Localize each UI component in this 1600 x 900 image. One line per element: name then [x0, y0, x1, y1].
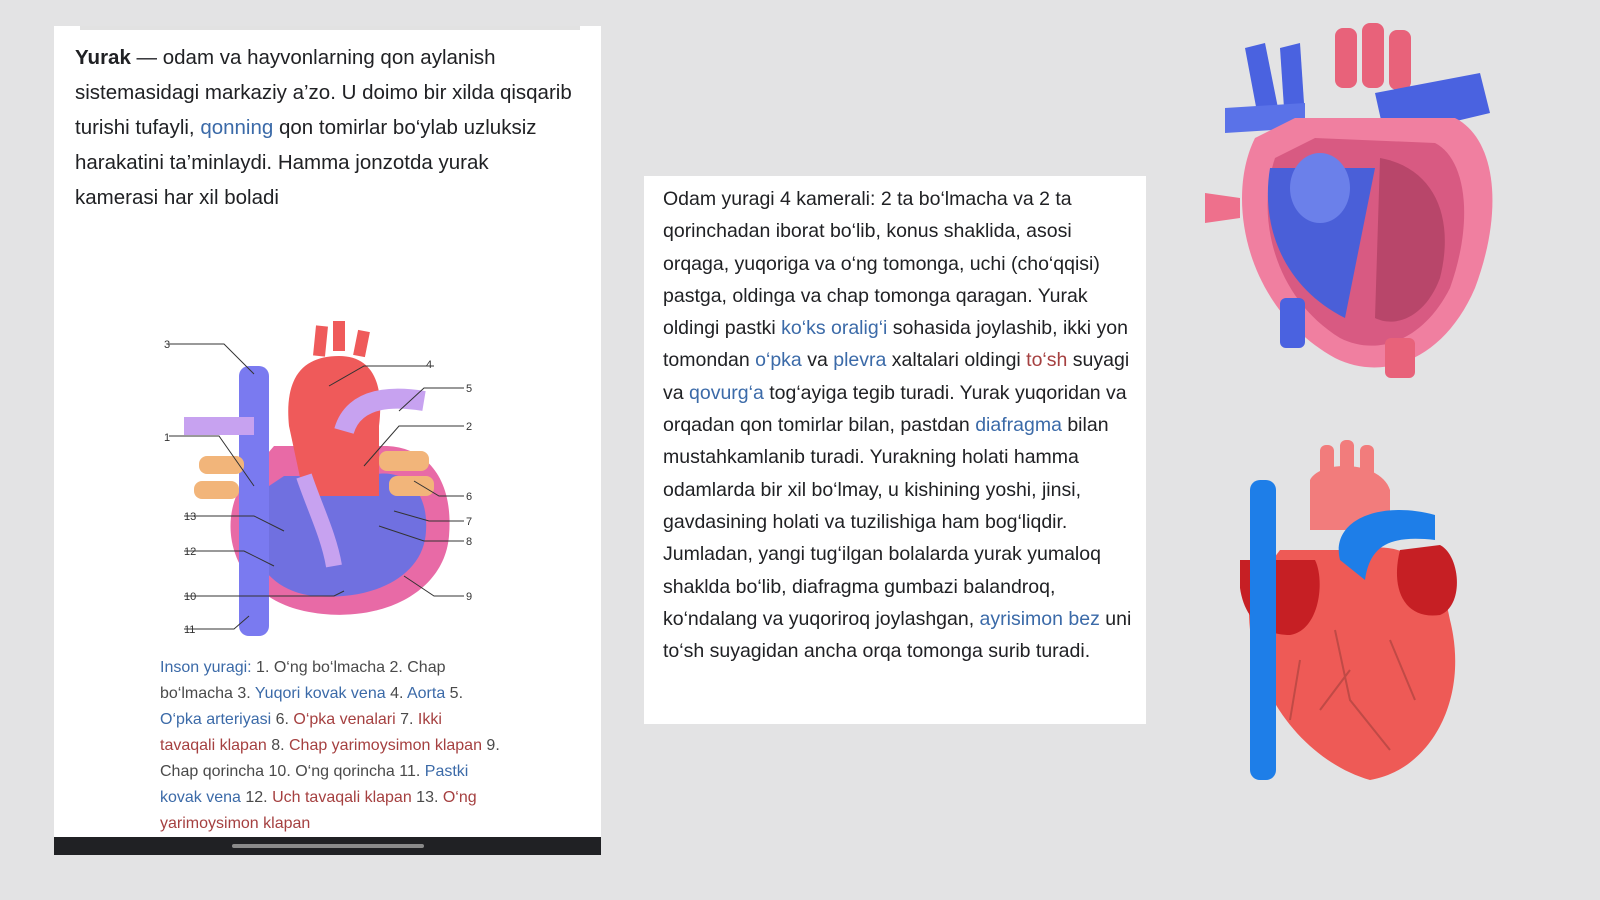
paragraph-text: suyagi va	[663, 349, 1130, 404]
link-uch-tavaqali-klapan[interactable]: Uch tavaqali klapan	[272, 789, 412, 806]
intro-paragraph	[75, 40, 575, 215]
diagram-label-2: 2	[466, 421, 473, 433]
mid-article-card	[644, 176, 1146, 724]
diagram-label-5: 5	[466, 383, 473, 395]
link-ikki-tavaqali-klapan[interactable]: Ikki tavaqali klapan	[160, 711, 442, 754]
caption-text: 4.	[385, 685, 407, 702]
diagram-label-7: 7	[466, 516, 473, 528]
caption-text: 9. Chap qorincha 10. O‘ng qorincha 11.	[160, 737, 500, 780]
link-ayrisimon-bez[interactable]: ayrisimon bez	[979, 607, 1100, 630]
link-aorta[interactable]: Aorta	[406, 685, 446, 702]
diagram-label-8: 8	[466, 536, 473, 548]
diagram-label-11: 11	[184, 624, 196, 636]
caption-text: 6.	[271, 711, 294, 728]
paragraph-text: tog‘ayiga tegib turadi. Yurak yuqoridan va orqadan qon tomirlar bilan, pastdan	[663, 381, 1127, 437]
link-koks-oraligi[interactable]: ko‘ks oralig‘i	[781, 317, 888, 340]
link-diafragma[interactable]: diafragma	[975, 414, 1062, 437]
link-opka[interactable]: o‘pka	[755, 349, 802, 372]
paragraph-text: uni to‘sh suyagidan ancha orqa tomonga surib turadi.	[663, 607, 1132, 663]
heart-cross-section-illustration	[1205, 18, 1515, 388]
top-divider	[80, 26, 580, 30]
link-tosh[interactable]: to‘sh	[1026, 349, 1068, 372]
paragraph-text: sohasida joylashib, ikki yon tomondan	[663, 317, 1128, 372]
left-article-card	[54, 26, 601, 855]
link-pastki-kovak-vena[interactable]: Pastki kovak vena	[160, 763, 469, 806]
link-plevra[interactable]: plevra	[833, 349, 887, 372]
paragraph-text: bilan mustahkamlanib turadi. Yurakning holati hamma odamlarda bir xil bo‘lmay, u kishining yoshi, jinsi, gavdasining holati va tuzilishiga ham bog‘liqdir. Jumladan, yangi tug‘ilgan bolalarda yurak yumaloq shaklda bo‘lib, diafragma gumbazi balandroq, ko‘ndalang va yuqoriroq joylashgan,	[663, 414, 1109, 630]
caption-text: 5.	[445, 685, 464, 702]
diagram-label-12: 12	[184, 546, 197, 558]
diagram-label-10: 10	[184, 591, 197, 603]
link-inson-yuragi[interactable]: Inson yuragi:	[160, 659, 252, 676]
link-opka-arteriyasi[interactable]: O‘pka arteriyasi	[160, 711, 272, 728]
diagram-caption	[160, 655, 500, 837]
caption-text: 13.	[411, 789, 443, 806]
caption-text: 12.	[240, 789, 273, 806]
caption-text: 7.	[395, 711, 418, 728]
intro-text: qon tomirlar bo‘ylab uzluksiz harakatini ta’minlaydi. Hamma jonzotda yurak kamerasi har xil boladi	[75, 116, 537, 209]
link-opka-venalari[interactable]: O‘pka venalari	[293, 711, 396, 728]
diagram-label-6: 6	[466, 491, 473, 503]
caption-text: 1. O‘ng bo‘lmacha 2. Chap bo‘lmacha 3.	[160, 659, 446, 702]
diagram-label-4: 4	[426, 359, 433, 371]
anatomy-paragraph	[663, 183, 1133, 667]
bottom-navigation-bar	[54, 837, 601, 855]
link-yuqori-kovak-vena[interactable]: Yuqori kovak vena	[254, 685, 386, 702]
link-ong-yarimoysimon-klapan[interactable]: O‘ng yarimoysimon klapan	[160, 789, 477, 832]
link-qonning[interactable]: qonning	[200, 116, 274, 139]
intro-text: — odam va hayvonlarning qon aylanish sistemasidagi markaziy a’zo. U doimo bir xilda qisqarib turishi tufayli,	[75, 46, 572, 139]
heart-external-illustration	[1240, 440, 1480, 790]
heart-diagram-image[interactable]	[154, 296, 504, 646]
diagram-label-9: 9	[466, 591, 473, 603]
link-qovurga[interactable]: qovurg‘a	[689, 381, 764, 404]
link-chap-yarimoysimon-klapan[interactable]: Chap yarimoysimon klapan	[288, 737, 482, 754]
diagram-label-3: 3	[164, 339, 171, 351]
term-heading: Yurak	[75, 46, 131, 69]
paragraph-text: va	[801, 349, 834, 372]
diagram-label-13: 13	[184, 511, 197, 523]
caption-text: 8.	[266, 737, 289, 754]
paragraph-text: Odam yuragi 4 kamerali: 2 ta bo‘lmacha va 2 ta qorinchadan iborat bo‘lib, konus shaklida, asosi orqaga, yuqoriga va o‘ng tomonga, uchi (cho‘qqisi) pastga, oldinga va chap tomonga qaragan. Yurak oldingi pastki	[663, 188, 1100, 340]
home-gesture-handle[interactable]	[232, 844, 424, 848]
paragraph-text: xaltalari oldingi	[886, 349, 1027, 372]
diagram-label-1: 1	[164, 432, 171, 444]
